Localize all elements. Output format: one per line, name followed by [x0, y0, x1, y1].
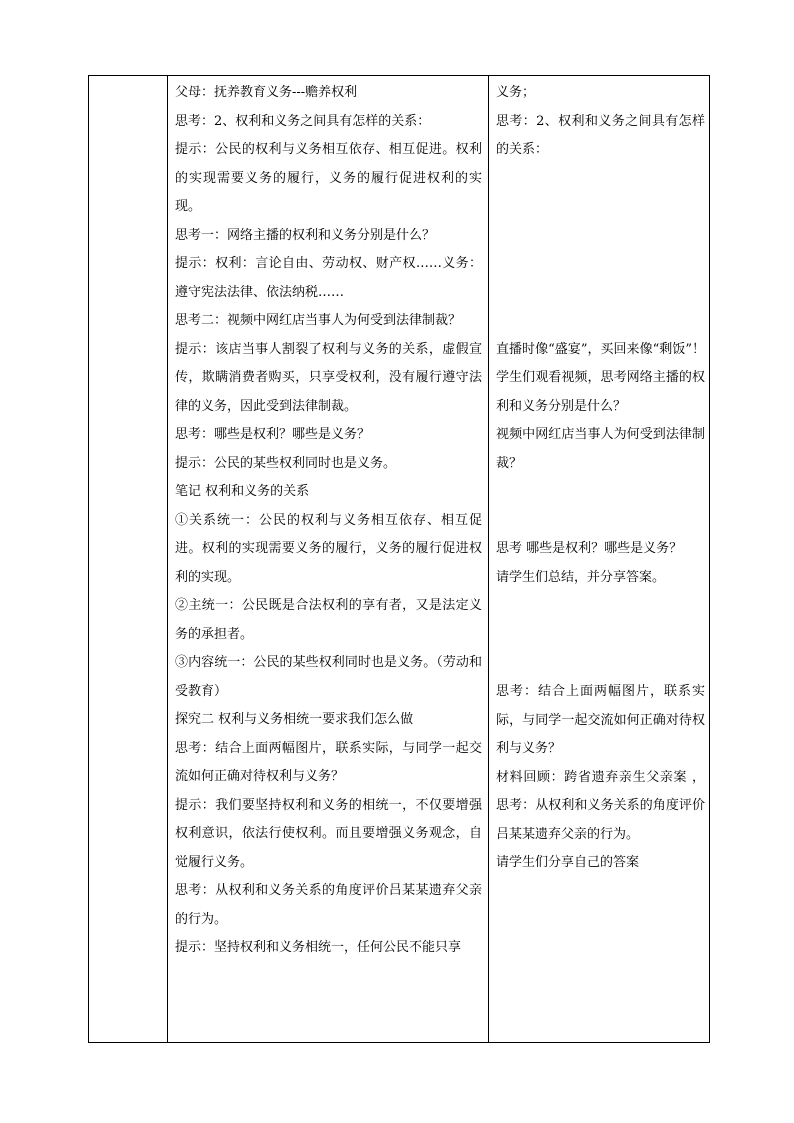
student-activity — [489, 76, 709, 878]
student-activity-cell — [489, 76, 710, 1043]
right-relation-question: 思考：2、权利和义务之间具有怎样的关系： — [496, 113, 705, 157]
think-which-rights: 思考：哪些是权利？哪些是义务？ — [175, 427, 371, 442]
right-share-answers: 请学生们分享自己的答案 — [496, 855, 640, 870]
think-pictures-question: 思考：结合上面两幅图片，联系实际，与同学一起交流如何正确对待权利与义务？ — [175, 740, 482, 784]
right-livestream-activity: 直播时像“盛宴”，买回来像“剩饭”！学生们观看视频，思考网络主播的权利和义务分别是什么？ — [496, 341, 705, 414]
table-row — [89, 76, 710, 1043]
hint-rights-duties: 提示：公民的某些权利同时也是义务。 — [175, 455, 397, 471]
think-one-question: 思考一：网络主播的权利和义务分别是什么？ — [175, 227, 436, 243]
note-point-2: ②主统一：公民既是合法权利的享有者，又是法定义务的承担者。 — [175, 598, 482, 642]
hint-relation: 提示：公民的权利与义务相互依存、相互促进。权利的实现需要义务的履行，义务的履行促进权利的实现。 — [175, 142, 482, 214]
spacer — [496, 592, 705, 678]
hint-streamer-rights: 提示：权利：言论自由、劳动权、财产权……义务：遵守宪法法律、依法纳税…… — [175, 256, 482, 300]
right-sanction-question: 视频中网红店当事人为何受到法律制裁？ — [496, 427, 705, 471]
right-pictures-question: 思考：结合上面两幅图片，联系实际，与同学一起交流如何正确对待权利与义务？ — [496, 684, 705, 756]
think-two-question: 思考二：视频中网红店当事人为何受到法律制裁？ — [175, 313, 462, 328]
parent-duty-line: 父母：抚养教育义务---赡养权利 — [175, 85, 358, 100]
teacher-content — [168, 76, 488, 963]
spacer — [496, 165, 705, 336]
lesson-plan-table — [88, 75, 710, 1043]
hint-legal-sanction: 提示：该店当事人割裂了权利与义务的关系，虚假宣传，欺瞒消费者购买，只享受权利，没有履行遵守法律的义务，因此受到法律制裁。 — [175, 341, 482, 414]
note-point-3: ③内容统一：公民的某些权利同时也是义务。（劳动和受教育） — [175, 655, 482, 699]
hint-evaluate: 提示：坚持权利和义务相统一，任何公民不能只享 — [175, 940, 462, 955]
note-point-1: ①关系统一：公民的权利与义务相互依存、相互促进。权利的实现需要义务的履行，义务的履行促进权利的实现。 — [175, 512, 482, 585]
right-which-rights: 思考 哪些是权利？哪些是义务？ — [496, 541, 683, 556]
think-relation-question: 思考：2、权利和义务之间具有怎样的关系： — [175, 113, 431, 129]
explore-two-heading: 探究二 权利与义务相统一要求我们怎么做 — [175, 712, 414, 727]
right-case-review: 材料回顾：跨省遗弃亲生父亲案 ，思考：从权利和义务关系的角度评价吕某某遗弃父亲的行为。 — [496, 769, 705, 842]
hint-unity: 提示：我们要坚持权利和义务的相统一，不仅要增强权利意识，依法行使权利。而且要增强义务观念，自觉履行义务。 — [175, 797, 482, 870]
left-empty-cell — [89, 76, 168, 1043]
right-summarize: 请学生们总结，并分享答案。 — [496, 569, 666, 585]
right-duty-line: 义务； — [496, 85, 536, 100]
note-heading: 笔记 权利和义务的关系 — [175, 484, 310, 499]
think-evaluate-question: 思考：从权利和义务关系的角度评价吕某某遗弃父亲的行为。 — [175, 883, 482, 927]
teacher-content-cell — [168, 76, 489, 1043]
spacer — [496, 478, 705, 535]
